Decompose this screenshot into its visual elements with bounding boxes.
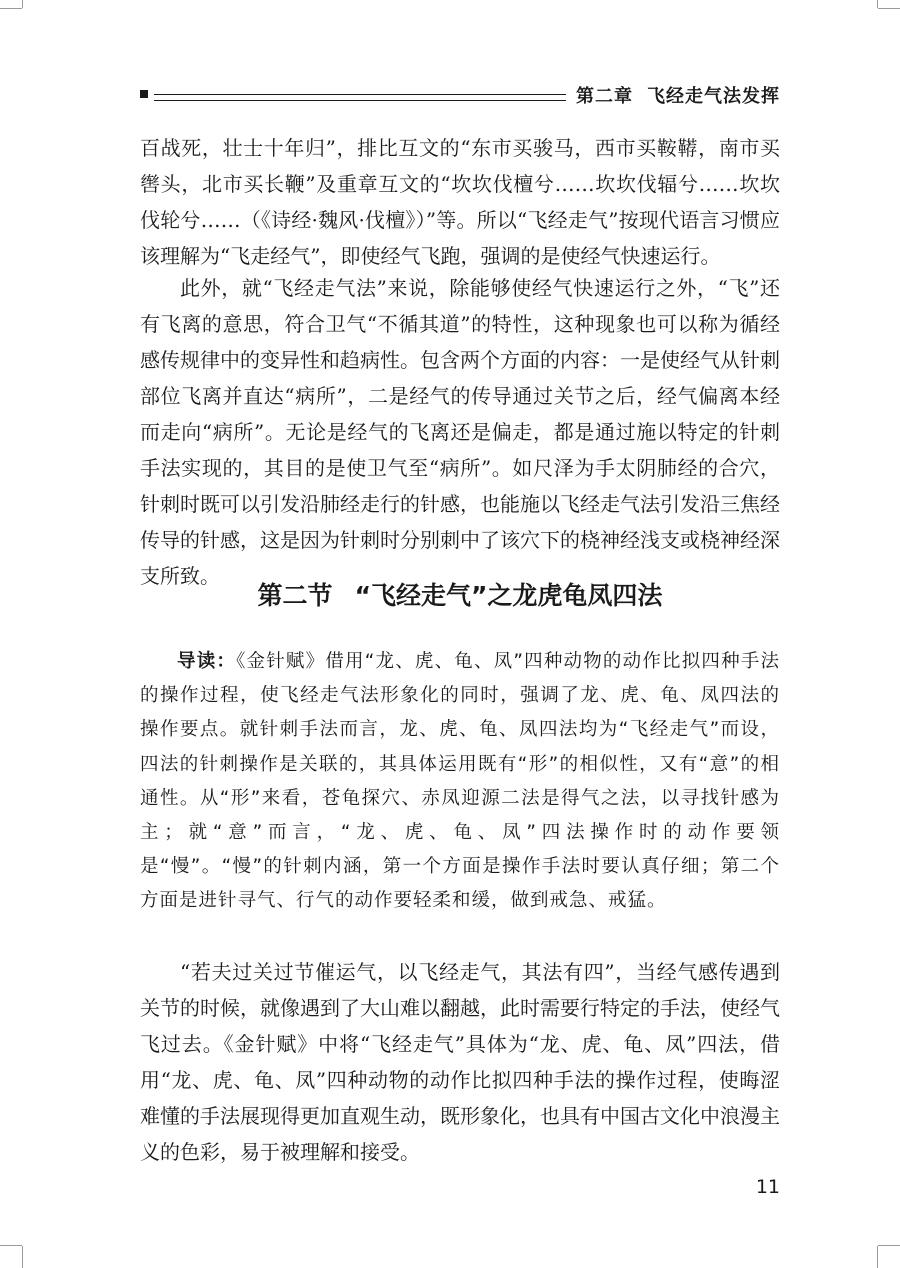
crop-mark: [878, 1245, 900, 1246]
guide-text: 《金针赋》借用“龙、虎、龟、凤”四种动物的动作比拟四种手法的操作过程，使飞经走气法形象化的同时，强调了龙、虎、龟、凤四法的操作要点。就针刺手法而言，龙、虎、龟、凤四法均为“飞经走气”而设，四法的针刺操作是关联的，其具体运用既有“形”的相似性，又有“意”的相通性。从“形”来看，苍龟探穴、赤凤迎源二法是得气之法，以寻找针感为主；就“意”而言，“龙、虎、龟、凤”四法操作时的动作要领是“慢”。“慢”的针刺内涵，第一个方面是操作手法时要认真仔细；第二个方面是进针寻气、行气的动作要轻柔和缓，做到戒急、戒猛。: [140, 651, 780, 912]
page-number: 11: [755, 1176, 780, 1198]
chapter-title: 飞经走气法发挥: [647, 86, 780, 107]
body-paragraph-fei-meaning: [140, 270, 780, 594]
chapter-heading: [566, 82, 780, 108]
running-header: [140, 80, 780, 114]
section-number: 第二节: [257, 581, 333, 610]
section-title: “飞经走气”之龙虎龟凤四法: [354, 581, 663, 610]
crop-mark: [877, 0, 878, 8]
paragraph-text: “若夫过关过节催运气，以飞经走气，其法有四”，当经气感传遇到关节的时候，就像遇到了大山难以翻越，此时需要行特定的手法，使经气飞过去。《金针赋》中将“飞经走气”具体为“龙、虎、龟、凤”四法，借用“龙、虎、龟、凤”四种动物的动作比拟四种手法的操作过程，使晦涩难懂的手法展现得更加直观生动，既形象化，也具有中国古文化中浪漫主义的色彩，易于被理解和接受。: [140, 960, 780, 1164]
crop-mark: [0, 1245, 22, 1246]
body-paragraph-closing: [140, 954, 780, 1170]
paragraph-text: 此外，就“飞经走气法”来说，除能够使经气快速运行之外，“飞”还有飞离的意思，符合卫气“不循其道”的特性，这种现象也可以称为循经感传规律中的变异性和趋病性。包含两个方面的内容：一是使经气从针刺部位飞离并直达“病所”，二是经气的传导通过关节之后，经气偏离本经而走向“病所”。无论是经气的飞离还是偏走，都是通过施以特定的针刺手法实现的，其目的是使卫气至“病所”。如尺泽为手太阴肺经的合穴，针刺时既可以引发沿肺经走行的针感，也能施以飞经走气法引发沿三焦经传导的针感，这是因为针刺时分别刺中了该穴下的桡神经浅支或桡神经深支所致。: [140, 276, 780, 588]
body-paragraph-continued: [140, 130, 780, 274]
crop-mark: [22, 1246, 23, 1268]
chapter-number: 第二章: [576, 86, 633, 107]
guide-label: 导读：: [177, 651, 237, 672]
crop-mark: [22, 0, 23, 8]
paragraph-text: 百战死，壮士十年归”，排比互文的“东市买骏马，西市买鞍鞯，南市买辔头，北市买长鞭”及重章互文的“坎坎伐檀兮……坎坎伐辐兮……坎坎伐轮兮……（《诗经·魏风·伐檀》）”等。所以“飞经走气”按现代语言习惯应该理解为“飞走经气”，即使经气飞跑，强调的是使经气快速运行。: [140, 136, 780, 268]
header-square-bullet: [140, 90, 148, 98]
section-heading: [140, 576, 780, 616]
guide-reading-box: [140, 645, 780, 919]
crop-mark: [878, 8, 900, 9]
crop-mark: [877, 1246, 878, 1268]
crop-mark: [0, 8, 22, 9]
